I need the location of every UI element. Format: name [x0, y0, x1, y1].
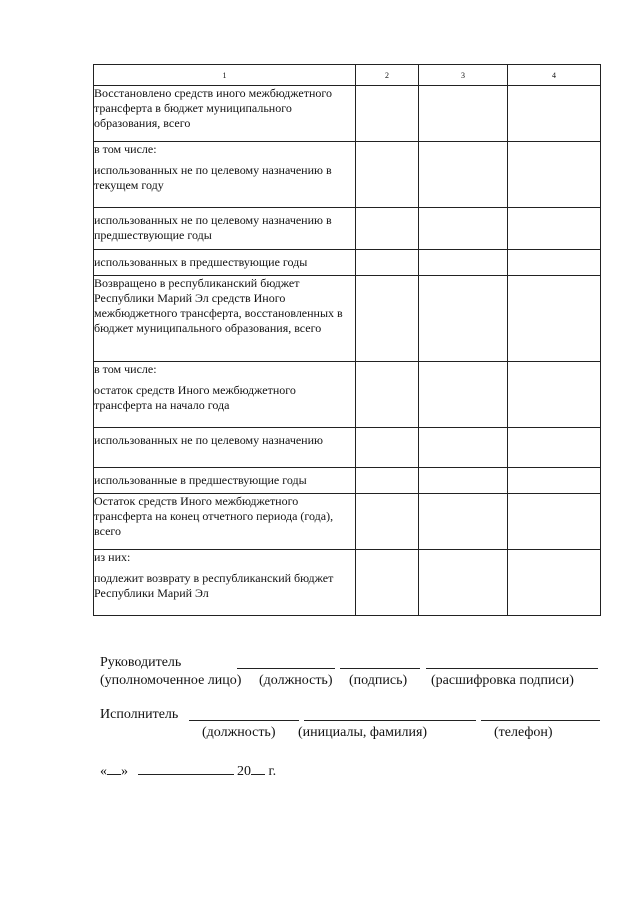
- row-label: [94, 468, 356, 494]
- row-label: [94, 250, 356, 276]
- table-row: [94, 276, 601, 362]
- value-cell[interactable]: [356, 208, 419, 250]
- row-text: использованных не по целевому назначению в текущем году: [94, 163, 332, 192]
- head-signature-line: [100, 654, 181, 672]
- column-header-4: 4: [508, 65, 601, 86]
- value-cell[interactable]: [508, 468, 601, 494]
- column-header-2: 2: [356, 65, 419, 86]
- row-subheading: из них:: [94, 550, 131, 564]
- value-cell[interactable]: [419, 86, 508, 142]
- head-caption-signature: (подпись): [349, 673, 408, 688]
- value-cell[interactable]: [356, 468, 419, 494]
- value-cell[interactable]: [419, 250, 508, 276]
- row-text: использованных в предшествующие годы: [94, 255, 308, 269]
- report-table: [93, 64, 601, 616]
- column-header-3: 3: [419, 65, 508, 86]
- executor-caption-position: (должность): [202, 725, 276, 740]
- row-label: [94, 362, 356, 428]
- executor-caption-phone: (телефон): [494, 725, 553, 740]
- row-text: использованных не по целевому назначению в предшествующие годы: [94, 213, 332, 242]
- date-day-blank[interactable]: [107, 760, 121, 775]
- value-cell[interactable]: [356, 494, 419, 550]
- value-cell[interactable]: [356, 250, 419, 276]
- head-label: Руководитель: [100, 655, 182, 670]
- table-row: [94, 362, 601, 428]
- value-cell[interactable]: [419, 276, 508, 362]
- row-text: использованные в предшествующие годы: [94, 473, 307, 487]
- date-close-quote: »: [121, 764, 128, 779]
- value-cell[interactable]: [356, 428, 419, 468]
- value-cell[interactable]: [356, 86, 419, 142]
- row-label: Остаток средств Иного межбюджетного трансферта на конец отчетного периода (года), всего: [94, 494, 356, 550]
- table-row: [94, 142, 601, 208]
- head-caption-person: (уполномоченное лицо): [100, 673, 242, 688]
- table-row: [94, 550, 601, 616]
- value-cell[interactable]: [508, 428, 601, 468]
- table-row: [94, 494, 601, 550]
- value-cell[interactable]: [356, 142, 419, 208]
- value-cell[interactable]: [508, 550, 601, 616]
- table-row: [94, 428, 601, 468]
- row-label: [94, 428, 356, 468]
- value-cell[interactable]: [508, 86, 601, 142]
- value-cell[interactable]: [508, 362, 601, 428]
- value-cell[interactable]: [508, 142, 601, 208]
- executor-label: Исполнитель: [100, 707, 179, 722]
- head-caption-position: (должность): [259, 673, 333, 688]
- row-text: подлежит возврату в республиканский бюджет Республики Марий Эл: [94, 571, 334, 600]
- row-label: [94, 142, 356, 208]
- date-year-blank[interactable]: [251, 760, 265, 775]
- value-cell[interactable]: [419, 428, 508, 468]
- date-open-quote: «: [100, 764, 107, 779]
- row-subheading: в том числе:: [94, 142, 157, 156]
- row-text: использованных не по целевому назначению: [94, 433, 323, 447]
- table-row: [94, 250, 601, 276]
- row-label: [94, 208, 356, 250]
- date-month-blank[interactable]: [138, 760, 234, 775]
- row-text: остаток средств Иного межбюджетного трансферта на начало года: [94, 383, 296, 412]
- date-year-suffix: г.: [268, 764, 277, 779]
- value-cell[interactable]: [419, 208, 508, 250]
- value-cell[interactable]: [419, 468, 508, 494]
- row-subheading: в том числе:: [94, 362, 157, 376]
- value-cell[interactable]: [419, 550, 508, 616]
- value-cell[interactable]: [419, 142, 508, 208]
- executor-caption-name: (инициалы, фамилия): [298, 725, 428, 740]
- date-line: [100, 760, 276, 781]
- value-cell[interactable]: [508, 250, 601, 276]
- row-label: Возвращено в республиканский бюджет Республики Марий Эл средств Иного межбюджетного трансферта, восстановленных в бюджет муниципального образования, всего: [94, 276, 356, 362]
- table-row: [94, 86, 601, 142]
- value-cell[interactable]: [508, 494, 601, 550]
- date-year-prefix: 20: [237, 764, 251, 779]
- row-label: [94, 550, 356, 616]
- head-caption-decoding: (расшифровка подписи): [431, 673, 574, 688]
- column-header-1: 1: [94, 65, 356, 86]
- row-label: Восстановлено средств иного межбюджетного трансферта в бюджет муниципального образования, всего: [94, 86, 356, 142]
- value-cell[interactable]: [419, 362, 508, 428]
- value-cell[interactable]: [508, 208, 601, 250]
- table-row: [94, 468, 601, 494]
- value-cell[interactable]: [356, 362, 419, 428]
- table-row: [94, 208, 601, 250]
- value-cell[interactable]: [419, 494, 508, 550]
- value-cell[interactable]: [356, 550, 419, 616]
- value-cell[interactable]: [356, 276, 419, 362]
- value-cell[interactable]: [508, 276, 601, 362]
- header-row: [94, 65, 601, 86]
